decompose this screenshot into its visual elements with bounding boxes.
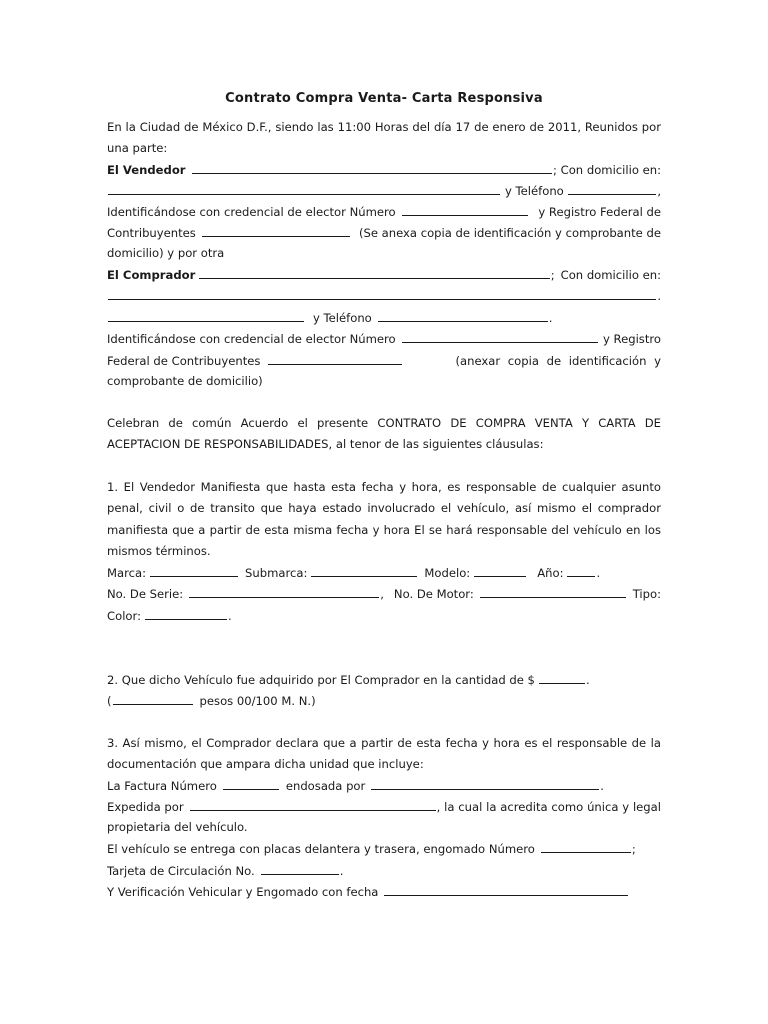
clause-3-line-2: documentación que ampara dicha unidad que incluye: xyxy=(107,757,424,771)
buyer-id-blank[interactable] xyxy=(402,328,598,343)
buyer-id-line xyxy=(107,328,661,349)
accredits-text: , la cual la acredita como única y legal xyxy=(436,800,661,814)
brand-blank[interactable] xyxy=(150,562,238,577)
plates-text: El vehículo se entrega con placas delantera y trasera, engomado Número xyxy=(107,842,535,856)
pesos-text: pesos 00/100 M. N.) xyxy=(199,694,316,708)
seller-label: El Vendedor xyxy=(107,163,186,177)
seller-address-line xyxy=(107,180,661,201)
buyer-label: El Comprador xyxy=(107,268,196,282)
engine-blank[interactable] xyxy=(480,583,626,598)
invoice-line xyxy=(107,775,661,796)
celebran-line-1: Celebran de común Acuerdo el presente CONTRATO DE COMPRA VENTA Y CARTA DE xyxy=(107,416,661,430)
clause-3-line-1: 3. Así mismo, el Comprador declara que a partir de esta fecha y hora es el responsable de la xyxy=(107,736,661,750)
verification-date-blank[interactable] xyxy=(384,881,628,896)
clause-1-line-4: mismos términos. xyxy=(107,544,211,558)
clause-2-line-2 xyxy=(107,690,661,711)
clause-1-line-2: penal, civil o de transito que haya estado involucrado el vehículo, así mismo el comprador xyxy=(107,501,661,515)
buyer-rfc-label: y Registro xyxy=(603,332,661,346)
clause-1-line-1: 1. El Vendedor Manifiesta que hasta esta fecha y hora, es responsable de cualquier asunto xyxy=(107,480,661,494)
endorsed-label: endosada por xyxy=(285,779,366,793)
intro-line-2: una parte: xyxy=(107,141,168,155)
dot-text: . xyxy=(600,779,604,793)
sticker-number-blank[interactable] xyxy=(541,838,631,853)
year-label: Año: xyxy=(537,566,564,580)
buyer-line xyxy=(107,264,661,285)
submodel-label: Submarca: xyxy=(245,566,308,580)
open-paren-text: ( xyxy=(107,694,112,708)
seller-phone-blank[interactable] xyxy=(568,180,657,195)
circulation-card-line xyxy=(107,860,661,881)
celebran-line-2: ACEPTACION DE RESPONSABILIDADES, al tenor de las siguientes cláusulas: xyxy=(107,437,544,451)
document-title: Contrato Compra Venta- Carta Responsiva xyxy=(225,91,543,106)
clause-1-line-3: manifiesta que a partir de esta misma fecha y hora El se hará responsable del vehículo en los xyxy=(107,523,661,537)
dot-text: . xyxy=(339,864,344,878)
owner-line: propietaria del vehículo. xyxy=(107,820,248,834)
dot-text: . xyxy=(657,289,661,303)
dot-text: . xyxy=(227,609,232,623)
brand-label: Marca: xyxy=(107,566,147,580)
buyer-address-blank[interactable] xyxy=(108,285,656,300)
price-blank[interactable] xyxy=(539,669,585,684)
vehicle-serial-line xyxy=(107,583,661,604)
issued-line xyxy=(107,796,661,817)
price-words-blank[interactable] xyxy=(113,690,193,705)
circulation-card-label: Tarjeta de Circulación No. xyxy=(107,864,255,878)
seller-rfc-blank[interactable] xyxy=(202,222,350,237)
vehicle-color-line xyxy=(107,605,661,626)
color-label: Color: xyxy=(107,609,141,623)
color-blank[interactable] xyxy=(145,605,227,620)
buyer-address-line xyxy=(107,285,661,306)
seller-id-label: Identificándose con credencial de elector Número xyxy=(107,205,396,219)
vehicle-brand-line xyxy=(107,562,661,583)
plates-line xyxy=(107,838,661,859)
seller-rfc-line xyxy=(107,222,661,243)
type-label: Tipo: xyxy=(632,587,661,601)
issued-label: Expedida por xyxy=(107,800,184,814)
semicolon-text: ; xyxy=(631,842,636,856)
engine-label: No. De Motor: xyxy=(393,587,474,601)
buyer-contrib-label: Federal de Contribuyentes xyxy=(107,354,261,368)
seller-rfc-label: y Registro Federal de xyxy=(538,205,661,219)
buyer-address-blank-2[interactable] xyxy=(108,307,304,322)
invoice-label: La Factura Número xyxy=(107,779,217,793)
verification-label: Y Verificación Vehicular y Engomado con fecha xyxy=(107,885,379,899)
seller-name-blank[interactable] xyxy=(192,159,552,174)
serial-blank[interactable] xyxy=(189,583,379,598)
seller-line xyxy=(107,159,661,180)
buyer-rfc-line xyxy=(107,350,661,371)
seller-id-blank[interactable] xyxy=(402,201,528,216)
seller-contrib-label: Contribuyentes xyxy=(107,226,196,240)
model-blank[interactable] xyxy=(474,562,526,577)
comma-text: , xyxy=(380,587,384,601)
buyer-copy-note: (anexar copia de identificación y xyxy=(455,354,661,368)
clause-2-text: 2. Que dicho Vehículo fue adquirido por El Comprador en la cantidad de $ xyxy=(107,673,535,687)
buyer-rfc-blank[interactable] xyxy=(268,350,402,365)
invoice-blank[interactable] xyxy=(223,775,279,790)
dot-text: . xyxy=(596,566,601,580)
seller-copy-note: (Se anexa copia de identificación y comprobante de xyxy=(358,226,661,240)
buyer-phone-blank[interactable] xyxy=(378,307,548,322)
buyer-domicile-label: Con domicilio en: xyxy=(560,268,661,282)
seller-id-line xyxy=(107,201,661,222)
buyer-name-blank[interactable] xyxy=(199,264,549,279)
other-party-line: domicilio) y por otra xyxy=(107,246,225,260)
semicolon-text: ; xyxy=(550,268,555,282)
submodel-blank[interactable] xyxy=(311,562,417,577)
comma-text: , xyxy=(657,184,661,198)
issued-blank[interactable] xyxy=(190,796,436,811)
seller-domicile-label: ; Con domicilio en: xyxy=(553,163,661,177)
buyer-id-label: Identificándose con credencial de elector Número xyxy=(107,332,396,346)
intro-line-1: En la Ciudad de México D.F., siendo las 11:00 Horas del día 17 de enero de 2011, Reunidos por xyxy=(107,120,661,134)
endorsed-blank[interactable] xyxy=(371,775,599,790)
serial-label: No. De Serie: xyxy=(107,587,184,601)
proof-of-address-line: comprobante de domicilio) xyxy=(107,374,263,388)
seller-phone-label: y Teléfono xyxy=(505,184,564,198)
circulation-card-blank[interactable] xyxy=(261,860,339,875)
verification-line xyxy=(107,881,661,902)
model-label: Modelo: xyxy=(424,566,471,580)
dot-text: . xyxy=(548,311,553,325)
dot-text: . xyxy=(585,673,590,687)
seller-address-blank[interactable] xyxy=(108,180,500,195)
buyer-address-phone-line xyxy=(107,307,661,328)
year-blank[interactable] xyxy=(567,562,595,577)
clause-2-line-1 xyxy=(107,669,661,690)
buyer-phone-label: y Teléfono xyxy=(313,311,372,325)
